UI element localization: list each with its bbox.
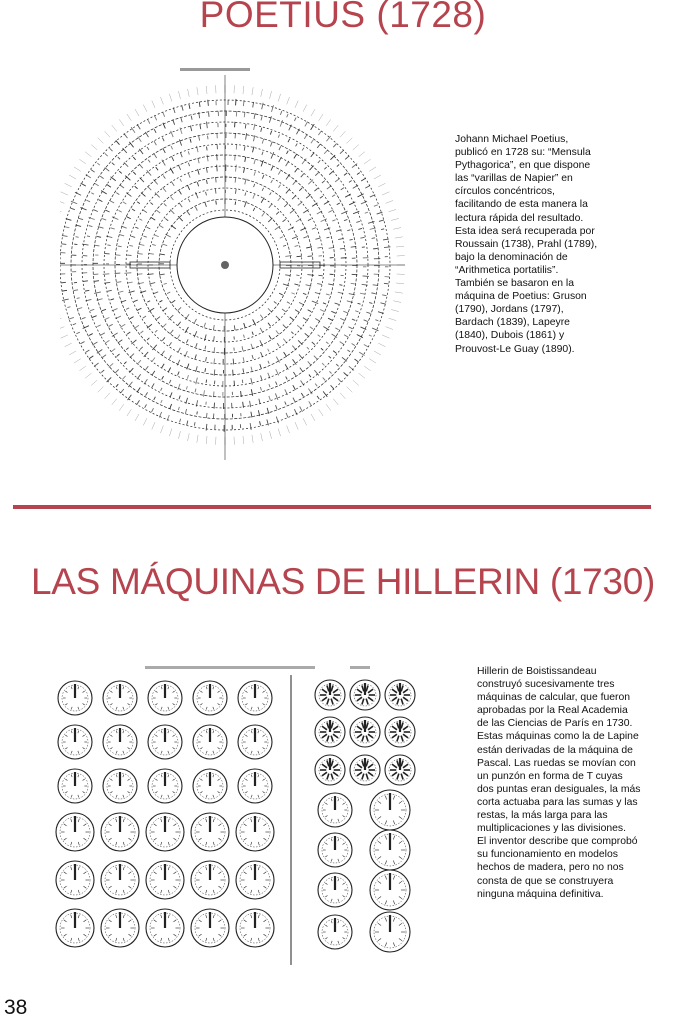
mensula-pythagorica-figure xyxy=(60,60,412,472)
engraving-caption-mark xyxy=(180,68,250,71)
calculator-wheel xyxy=(385,755,415,785)
calculator-wheel xyxy=(56,813,94,851)
calculator-wheel xyxy=(148,681,182,715)
calculator-wheel xyxy=(238,681,272,715)
calculator-wheel xyxy=(315,755,345,785)
calculator-wheel xyxy=(101,909,139,947)
calculator-wheel xyxy=(146,909,184,947)
poetius-description: Johann Michael Poetius, publicó en 1728 su: “Mensula Pythagorica”, en que dispone las “varillas de Napier” en círculos concéntricos, facilitando de esta manera la lectura rápida del resultado. Esta idea será recuperada por Roussain (1738), Prahl (1789), bajo la denominación de “Arithmetica portatilis”. También se basaron en la máquina de Poetius: Gruson (1790), Jordans (1797), Bardach (1839), Lapeyre (1840), Dubois (1861) y Prouvost-Le Guay (1890). xyxy=(455,134,598,355)
calculator-wheel xyxy=(56,861,94,899)
calculator-wheel xyxy=(370,870,410,910)
calculator-wheel xyxy=(318,833,352,867)
page-number: 38 xyxy=(4,996,28,1019)
calculator-wheel xyxy=(146,813,184,851)
calculator-wheel xyxy=(193,681,227,715)
hillerin-machine-figure xyxy=(45,660,437,970)
section-title-hillerin: LAS MÁQUINAS DE HILLERIN (1730) xyxy=(30,561,656,602)
calculator-wheel xyxy=(350,755,380,785)
calculator-wheel xyxy=(58,769,92,803)
section-divider xyxy=(13,505,651,509)
calculator-wheel xyxy=(236,909,274,947)
calculator-wheel xyxy=(385,717,415,747)
calculator-wheel xyxy=(238,725,272,759)
calculator-wheel xyxy=(58,681,92,715)
wheels-engraving xyxy=(45,660,437,970)
calculator-wheel xyxy=(146,861,184,899)
calculator-wheel xyxy=(56,909,94,947)
calculator-wheel xyxy=(315,717,345,747)
calculator-wheel xyxy=(318,873,352,907)
section-title-poetius: POETIUS (1728) xyxy=(199,0,487,35)
calculator-wheel xyxy=(103,681,137,715)
calculator-wheel xyxy=(193,725,227,759)
calculator-wheel xyxy=(315,680,345,710)
calculator-wheel xyxy=(101,813,139,851)
calculator-wheel xyxy=(350,680,380,710)
calculator-wheel xyxy=(385,680,415,710)
calculator-wheel xyxy=(350,717,380,747)
calculator-wheel xyxy=(58,725,92,759)
calculator-wheel xyxy=(103,769,137,803)
concentric-circles-engraving xyxy=(60,60,412,472)
calculator-wheel xyxy=(236,813,274,851)
engraving-caption-mark xyxy=(350,666,370,669)
hub-center xyxy=(221,261,229,269)
calculator-wheel xyxy=(191,813,229,851)
calculator-wheel xyxy=(370,830,410,870)
calculator-wheel xyxy=(238,769,272,803)
calculator-wheel xyxy=(101,861,139,899)
calculator-wheel xyxy=(370,790,410,830)
calculator-wheel xyxy=(148,769,182,803)
calculator-wheel xyxy=(370,912,410,952)
calculator-wheel xyxy=(193,769,227,803)
calculator-wheel xyxy=(148,725,182,759)
calculator-wheel xyxy=(236,861,274,899)
calculator-wheel xyxy=(191,909,229,947)
hillerin-description: Hillerin de Boistissandeau construyó sucesivamente tres máquinas de calcular, que fueron aprobadas por la Real Academia de las Ciencias de París en 1730. Estas máquinas como la de Lapine están derivadas de la máquina de Pascal. Las ruedas se movían con un punzón en forma de T cuyas dos puntas eran desiguales, la más corta actuaba para las sumas y las restas, la más larga para las multiplicaciones y las divisiones. El inventor describe que comprobó su funcionamiento en modelos hechos de madera, pero no nos consta de que se construyera ninguna máquina definitiva. xyxy=(477,666,641,900)
calculator-wheel xyxy=(318,793,352,827)
engraving-caption-mark xyxy=(145,666,315,669)
calculator-wheel xyxy=(103,725,137,759)
calculator-wheel xyxy=(191,861,229,899)
calculator-wheel xyxy=(318,915,352,949)
